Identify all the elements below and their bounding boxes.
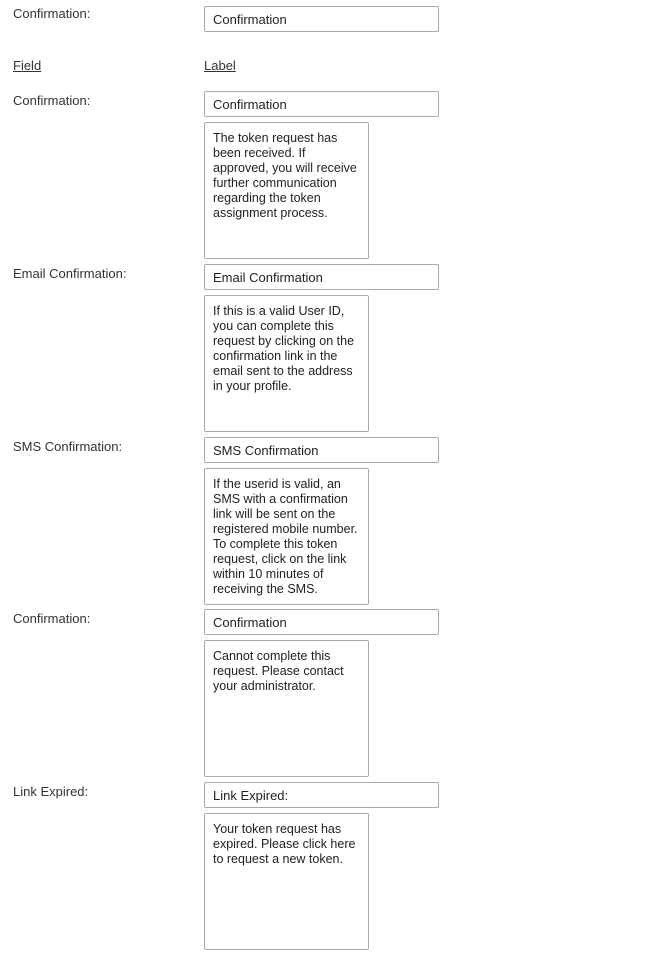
link-expired-label-input[interactable] [204,782,439,808]
field-label-link-expired: Link Expired: [13,784,89,799]
confirmation-message-textarea[interactable] [204,122,369,259]
label-column-header[interactable]: Label [204,58,236,73]
field-label-error-confirmation: Confirmation: [13,611,91,626]
email-confirmation-message-textarea[interactable] [204,295,369,432]
error-confirmation-label-input[interactable] [204,609,439,635]
page-title-colon: : [86,6,91,21]
field-label-confirmation: Confirmation: [13,93,91,108]
sms-confirmation-message-textarea[interactable] [204,468,369,605]
link-expired-message-textarea[interactable] [204,813,369,950]
email-confirmation-label-input[interactable] [204,264,439,290]
confirmation-label-input[interactable] [204,91,439,117]
field-column-header[interactable]: Field [13,58,42,73]
field-label-email-confirmation: Email Confirmation: [13,266,127,281]
page-title-label [13,6,90,21]
title-input[interactable] [204,6,439,32]
field-label-sms-confirmation: SMS Confirmation: [13,439,123,454]
sms-confirmation-label-input[interactable] [204,437,439,463]
error-confirmation-message-textarea[interactable] [204,640,369,777]
page-title-text: Confirmation [13,6,87,21]
